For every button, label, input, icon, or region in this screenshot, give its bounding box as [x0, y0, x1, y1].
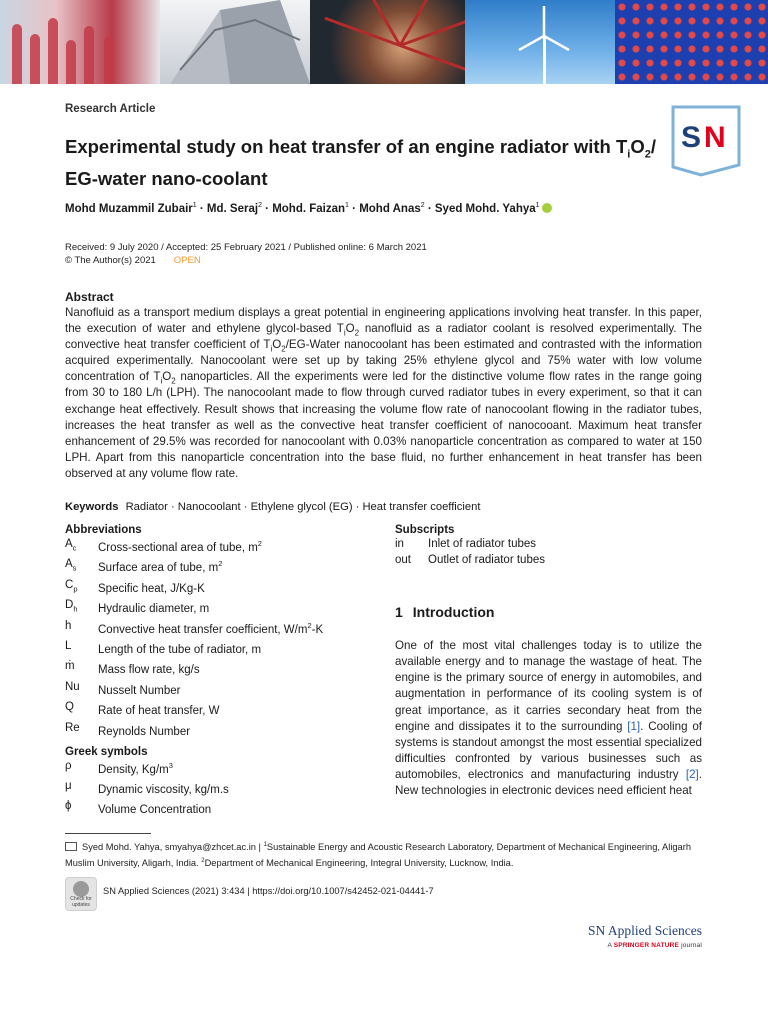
- banner-image-molecules: [615, 0, 768, 84]
- symbol-description: Nusselt Number: [98, 684, 181, 697]
- svg-text:N: N: [704, 121, 726, 154]
- symbol: Q: [65, 701, 74, 714]
- publisher-tagline: A SPRINGER NATURE journal: [607, 942, 702, 949]
- citation-link[interactable]: [1]: [627, 719, 641, 733]
- publication-dates: Received: 9 July 2020 / Accepted: 25 February 2021 / Published online: 6 March 2021 © The Author(s) 2021 OPEN: [65, 242, 427, 266]
- abbreviation-row: [65, 658, 365, 678]
- svg-text:S: S: [681, 121, 702, 154]
- abbreviation-row: [65, 577, 365, 597]
- header-banner-images: [0, 0, 768, 84]
- abbreviation-row: [65, 536, 365, 556]
- abbreviation-row: [65, 638, 365, 658]
- author-name[interactable]: Syed Mohd. Yahya: [434, 202, 536, 215]
- symbol: μ: [65, 779, 72, 792]
- abbreviation-row: [65, 556, 365, 576]
- symbol: $D_h$: [65, 599, 78, 614]
- introduction-heading: 1 Introduction: [395, 604, 495, 620]
- abstract-text: Nanofluid as a transport medium displays a great potential in engineering applications involving heat transfer. In this paper, the execution of water and ethylene glycol-based $T_iO_2$ nanofluid as a radiator coolant is resolved experimentally. The convective heat transfer coefficient of $T_iO_2/EG$-Water nanocoolant has been estimated and contrasted with the information acquired experimentally. Nanocoolant were set up by taking 25% ethylene glycol and 75% water with low volume concentration of $T_iO_2$ nanoparticles. All the experiments were led for the distinctive volume flow rates in the range going from 30 to 180 L/h (LPH). The nanocoolant made to flow through curved radiator tubes in every experiment, so that it can exchange heat effectively. Result shows that increasing the volume flow rate of nanocoolant flowing in the radiator tubes, increases the heat transfer as well as the convective heat transfer coefficient of nanocooant. Maximum heat transfer enhancement of 29.5% was recorded for nanocoolant with 0.03% nanoparticle concentration as compared to water at 150 LPH. Apart from this nanoparticle concentration into the base fluid, no further enhancement in heat transfer has been observed at any volume flow rate.: [65, 306, 703, 480]
- symbol: in: [395, 538, 404, 550]
- symbol: ρ: [65, 759, 72, 772]
- abstract-heading: Abstract: [65, 290, 114, 304]
- symbol: Re: [65, 721, 80, 734]
- keywords: [65, 501, 480, 513]
- symbol-description: Reynolds Number: [98, 725, 191, 738]
- author-name[interactable]: Mohd. Faizan: [272, 202, 346, 215]
- abbreviation-row: [65, 679, 365, 699]
- orcid-icon[interactable]: [542, 203, 552, 213]
- abbreviations-list: [65, 536, 365, 740]
- symbol: out: [395, 554, 411, 567]
- greek-list: [65, 758, 365, 818]
- greek-symbol-row: [65, 778, 365, 798]
- symbol-description: Dynamic viscosity, kg/m.s: [98, 783, 229, 796]
- author-list: Mohd Muzammil Zubair$^1$ · Md. Seraj$^2$ · Mohd. Faizan$^1$ · Mohd Anas$^2$ · Syed Mohd. Yahya$^1$: [65, 202, 552, 215]
- author-name[interactable]: Mohd Muzammil Zubair: [65, 202, 193, 215]
- symbol-description: Convective heat transfer coefficient, $W/m^2-K$: [98, 620, 324, 636]
- abbreviations-heading: Abbreviations: [65, 524, 142, 536]
- author-name[interactable]: Md. Seraj: [206, 202, 259, 215]
- footnote-divider: [65, 833, 151, 834]
- sn-logo: [671, 105, 741, 177]
- subscripts: [395, 524, 702, 568]
- symbol: $C_p$: [65, 578, 78, 594]
- abbreviation-row: [65, 618, 365, 638]
- symbol: $A_c$: [65, 538, 77, 553]
- symbol-description: Inlet of radiator tubes: [428, 538, 537, 550]
- symbol-description: Length of the tube of radiator, m: [98, 643, 262, 656]
- symbol-description: Surface area of tube, $m^2$: [98, 559, 223, 575]
- keywords-label: Keywords: [65, 501, 119, 513]
- author-name[interactable]: Mohd Anas: [359, 202, 421, 215]
- symbol: $A_s$: [65, 558, 77, 573]
- symbol-description: Specific heat, J/Kg-K: [98, 582, 205, 595]
- subscripts-heading: Subscripts: [395, 524, 455, 536]
- symbol-description: Outlet of radiator tubes: [428, 554, 545, 567]
- abbreviation-row: [65, 597, 365, 617]
- keywords-text: Radiator · Nanocoolant · Ethylene glycol (EG) · Heat transfer coefficient: [125, 501, 481, 513]
- citation-line: SN Applied Sciences (2021) 3:434 | https://doi.org/10.1007/s42452-021-04441-7: [103, 886, 434, 896]
- subscripts-list: [395, 536, 702, 568]
- envelope-icon: [65, 842, 77, 851]
- banner-image-wind-turbine: [465, 0, 615, 84]
- abbreviation-row: [65, 699, 365, 719]
- symbol: ṁ: [65, 660, 75, 673]
- symbol: ϕ: [65, 799, 72, 812]
- symbol-description: Hydraulic diameter, m: [98, 603, 210, 615]
- symbol-description: Rate of heat transfer, W: [98, 704, 220, 717]
- banner-image-test-tubes: [0, 0, 160, 84]
- banner-image-architecture: [160, 0, 310, 84]
- check-for-updates-icon[interactable]: Check for updates: [65, 877, 97, 911]
- article-title: Experimental study on heat transfer of an engine radiator with $T_iO_2/$ EG-water nano-coolant: [65, 136, 657, 189]
- symbol-description: Volume Concentration: [98, 803, 212, 816]
- symbol-description: Density, $Kg/m^3$: [98, 760, 173, 776]
- introduction-text: One of the most vital challenges today is to utilize the available energy and to manage the wastage of heat. The engine is the primary source of energy in automobiles, and augmentation in performance of its cooling system is of great importance, as it carries secondary heat from the engine and dissipates it to the surrounding [1]. Cooling of systems is standout amongst the most essential specialized difficulties confronted by various businesses such as automobiles, electronics and manufacturing industry [2]. New technologies in electronic devices need efficient heat: [395, 639, 702, 798]
- greek-symbol-row: [65, 758, 365, 778]
- symbol-description: Cross-sectional area of tube, $m^2$: [98, 539, 262, 554]
- nomenclature: [65, 524, 365, 818]
- abbreviation-row: [65, 720, 365, 740]
- symbol: L: [65, 639, 72, 652]
- open-access-badge: OPEN: [173, 255, 201, 266]
- symbol-description: Mass flow rate, kg/s: [98, 664, 200, 677]
- citation-link[interactable]: [2]: [685, 768, 699, 782]
- greek-symbol-row: [65, 798, 365, 818]
- subscript-row: [395, 536, 702, 552]
- subscript-row: [395, 552, 702, 568]
- affiliation-footnote: Syed Mohd. Yahya, smyahya@zhcet.ac.in | $^1$Sustainable Energy and Acoustic Research Laboratory, Department of Mechanical Engineering, Aligarh Muslim University, Aligarh, India. $^2$Department of Mechanical Engineering, Integral University, Lucknow, India.: [65, 842, 691, 868]
- greek-heading: Greek symbols: [65, 745, 148, 758]
- symbol: h: [65, 619, 72, 632]
- banner-image-machine: [310, 0, 465, 84]
- article-type: Research Article: [65, 103, 156, 115]
- symbol: Nu: [65, 680, 80, 693]
- journal-name: SN Applied Sciences: [588, 923, 702, 938]
